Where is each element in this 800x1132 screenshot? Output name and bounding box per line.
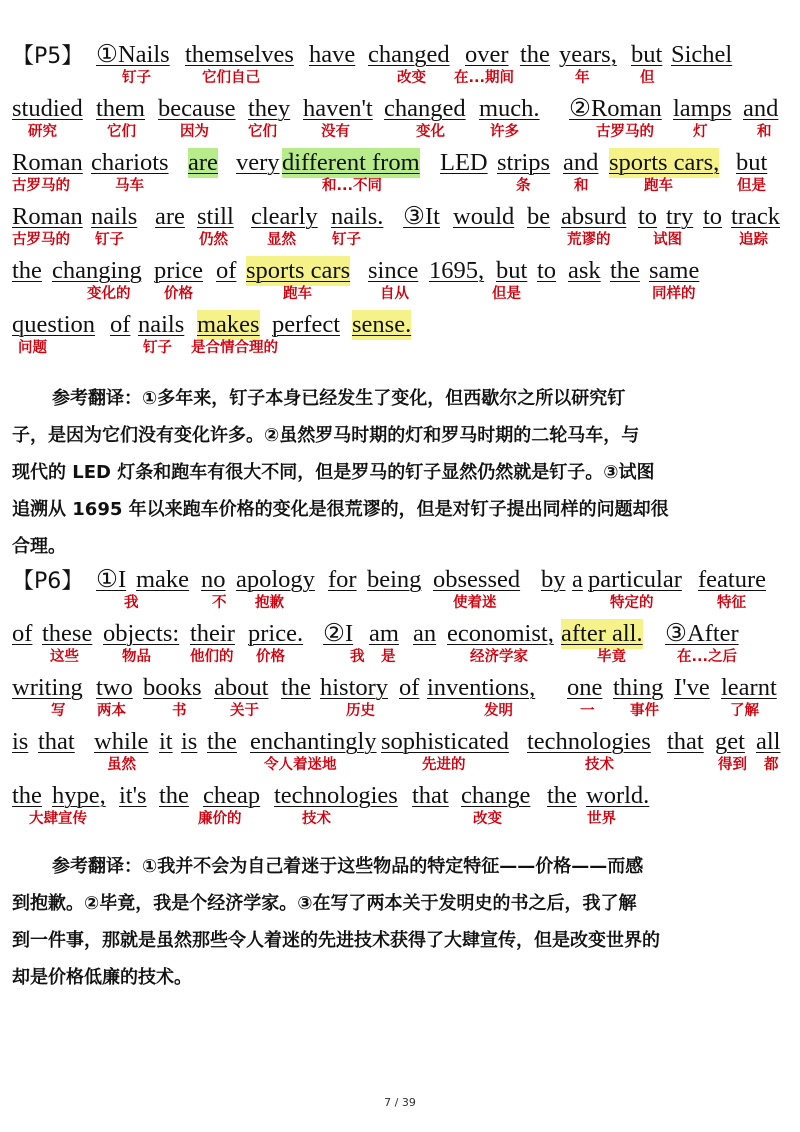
- gloss: 发明: [484, 703, 513, 719]
- gloss: 改变: [473, 811, 502, 827]
- word: ③After: [665, 620, 739, 647]
- gloss: 钉子: [122, 70, 151, 86]
- word: ②Roman: [569, 95, 662, 122]
- gloss: 他们的: [190, 649, 234, 665]
- gloss: 写: [51, 703, 66, 719]
- gloss: 但是: [737, 178, 766, 194]
- text-line: [12, 310, 792, 356]
- gloss: 得到: [718, 757, 747, 773]
- gloss: 技术: [302, 811, 331, 827]
- text-line: [12, 256, 792, 302]
- gloss: 大肆宣传: [29, 811, 87, 827]
- word: of: [12, 620, 33, 647]
- gloss: 物品: [122, 649, 151, 665]
- gloss: 显然: [267, 232, 296, 248]
- word: the: [12, 257, 42, 284]
- gloss: 经济学家: [470, 649, 528, 665]
- word: LED: [440, 149, 488, 176]
- text-line: [12, 619, 792, 665]
- gloss: 追踪: [739, 232, 768, 248]
- word: much.: [479, 95, 540, 122]
- gloss: 古罗马的: [596, 124, 654, 140]
- text-line: [12, 781, 792, 827]
- gloss: 令人着迷地: [264, 757, 337, 773]
- word: Roman: [12, 149, 83, 176]
- translation-line: 参考翻译：①我并不会为自己着迷于这些物品的特定特征——价格——而感: [52, 856, 644, 877]
- word: enchantingly: [250, 728, 377, 755]
- word: changed: [368, 41, 450, 68]
- word: be: [527, 203, 551, 230]
- word: and: [563, 149, 599, 176]
- translation-line: 合理。: [12, 536, 66, 557]
- gloss: 因为: [180, 124, 209, 140]
- word: try: [666, 203, 694, 230]
- gloss: 事件: [630, 703, 659, 719]
- gloss: 价格: [164, 286, 193, 302]
- translation-line: 到一件事，那就是虽然那些令人着迷的先进技术获得了大肆宣传，但是改变世界的: [12, 930, 660, 951]
- text-line: [12, 94, 792, 140]
- word: absurd: [561, 203, 627, 230]
- word: learnt: [721, 674, 777, 701]
- word: ③It: [403, 203, 440, 230]
- word: sophisticated: [381, 728, 509, 755]
- highlighted-phrase: after all.: [561, 620, 643, 647]
- gloss: 变化的: [87, 286, 131, 302]
- gloss: 但: [640, 70, 655, 86]
- word: hype,: [52, 782, 106, 809]
- word: feature: [698, 566, 766, 593]
- gloss: 研究: [28, 124, 57, 140]
- highlighted-phrase: sports cars: [246, 257, 351, 284]
- word: books: [143, 674, 202, 701]
- gloss: 古罗马的: [12, 178, 70, 194]
- gloss: 我: [350, 649, 365, 665]
- word: still: [197, 203, 234, 230]
- gloss: 马车: [115, 178, 144, 194]
- word: ①Nails: [96, 41, 170, 68]
- word: that: [38, 728, 75, 755]
- word: to: [703, 203, 723, 230]
- gloss: 和: [574, 178, 589, 194]
- text-line: [12, 727, 792, 773]
- word: an: [413, 620, 437, 647]
- word: nails.: [331, 203, 384, 230]
- text-line: [12, 148, 792, 194]
- word: the: [281, 674, 311, 701]
- word: but: [496, 257, 528, 284]
- gloss: 特定的: [610, 595, 654, 611]
- gloss: 仍然: [199, 232, 228, 248]
- word: they: [248, 95, 291, 122]
- word: it's: [119, 782, 147, 809]
- word: two: [96, 674, 133, 701]
- word: them: [96, 95, 145, 122]
- word: is: [181, 728, 198, 755]
- text-line: [12, 565, 792, 611]
- word: I've: [674, 674, 710, 701]
- word: of: [110, 311, 131, 338]
- gloss: 跑车: [644, 178, 673, 194]
- word: about: [214, 674, 269, 701]
- word: to: [537, 257, 557, 284]
- gloss: 抱歉: [255, 595, 284, 611]
- word: the: [12, 782, 42, 809]
- word: particular: [588, 566, 682, 593]
- word: ①I: [96, 566, 127, 593]
- word: changing: [52, 257, 142, 284]
- highlighted-word: sense.: [352, 311, 412, 338]
- word: is: [12, 728, 29, 755]
- word: years,: [559, 41, 617, 68]
- gloss: 先进的: [422, 757, 466, 773]
- word: one: [567, 674, 603, 701]
- gloss: 历史: [346, 703, 375, 719]
- gloss: 古罗马的: [12, 232, 70, 248]
- gloss: 钉子: [95, 232, 124, 248]
- word: ②I: [323, 620, 354, 647]
- word: apology: [236, 566, 315, 593]
- word: their: [190, 620, 235, 647]
- word: lamps: [673, 95, 732, 122]
- translation-line: 追溯从 1695 年以来跑车价格的变化是很荒谬的，但是对钉子提出同样的问题却很: [12, 499, 669, 520]
- word: objects:: [103, 620, 180, 647]
- word: track: [731, 203, 780, 230]
- word: for: [328, 566, 357, 593]
- word: studied: [12, 95, 83, 122]
- gloss: 钉子: [143, 340, 172, 356]
- word: the: [159, 782, 189, 809]
- highlighted-phrase: different from: [282, 149, 420, 176]
- word: the: [207, 728, 237, 755]
- gloss: 试图: [653, 232, 682, 248]
- gloss: 使着迷: [453, 595, 497, 611]
- gloss: 了解: [730, 703, 759, 719]
- word: being: [367, 566, 422, 593]
- word: change: [461, 782, 531, 809]
- word: that: [667, 728, 704, 755]
- gloss: 钉子: [332, 232, 361, 248]
- word: themselves: [185, 41, 294, 68]
- gloss: 在...期间: [454, 70, 515, 86]
- word: that: [412, 782, 449, 809]
- word: perfect: [272, 311, 340, 338]
- word: writing: [12, 674, 83, 701]
- gloss: 问题: [18, 340, 47, 356]
- gloss: 在...之后: [677, 649, 738, 665]
- gloss: 两本: [97, 703, 126, 719]
- word: clearly: [251, 203, 318, 230]
- gloss: 同样的: [652, 286, 696, 302]
- word: technologies: [527, 728, 651, 755]
- word: the: [610, 257, 640, 284]
- gloss: 关于: [230, 703, 259, 719]
- gloss: 变化: [416, 124, 445, 140]
- word: have: [309, 41, 356, 68]
- translation-line: 参考翻译：①多年来，钉子本身已经发生了变化，但西歇尔之所以研究钉: [52, 388, 626, 409]
- word: it: [159, 728, 173, 755]
- word: Sichel: [671, 41, 733, 68]
- word: would: [453, 203, 515, 230]
- word: chariots: [91, 149, 169, 176]
- translation-line: 到抱歉。②毕竟，我是个经济学家。③在写了两本关于发明史的书之后，我了解: [12, 893, 637, 914]
- gloss: 灯: [693, 124, 708, 140]
- word: haven't: [303, 95, 373, 122]
- gloss: 跑车: [283, 286, 312, 302]
- word: world.: [586, 782, 650, 809]
- translation-line: 子，是因为它们没有变化许多。②虽然罗马时期的灯和罗马时期的二轮马车，与: [12, 425, 640, 446]
- translation-line: 却是价格低廉的技术。: [12, 967, 192, 988]
- word: nails: [138, 311, 185, 338]
- gloss: 荒谬的: [567, 232, 611, 248]
- gloss: 技术: [585, 757, 614, 773]
- word: history: [320, 674, 389, 701]
- word: but: [736, 149, 768, 176]
- gloss: 它们自己: [202, 70, 260, 86]
- page-number: 7 / 39: [384, 1096, 416, 1109]
- gloss: 廉价的: [198, 811, 242, 827]
- word: very: [236, 149, 280, 176]
- gloss: 许多: [490, 124, 519, 140]
- gloss: 和: [757, 124, 772, 140]
- word: Roman: [12, 203, 83, 230]
- word: these: [42, 620, 93, 647]
- gloss: 它们: [248, 124, 277, 140]
- word: question: [12, 311, 96, 338]
- paragraph-tag: 【P6】: [12, 569, 84, 594]
- gloss: 年: [575, 70, 590, 86]
- word: thing: [613, 674, 664, 701]
- gloss: 世界: [587, 811, 616, 827]
- word: nails: [91, 203, 138, 230]
- word: over: [465, 41, 509, 68]
- word: to: [638, 203, 658, 230]
- gloss: 和...不同: [322, 178, 383, 194]
- gloss: 这些: [50, 649, 79, 665]
- word: am: [369, 620, 399, 647]
- word: technologies: [274, 782, 398, 809]
- gloss: 都: [764, 757, 779, 773]
- word: of: [399, 674, 420, 701]
- word: cheap: [203, 782, 261, 809]
- word: and: [743, 95, 779, 122]
- word: by: [541, 566, 566, 593]
- word: a: [572, 566, 583, 593]
- highlighted-word: makes: [197, 311, 260, 338]
- gloss: 改变: [397, 70, 426, 86]
- word: strips: [497, 149, 551, 176]
- word: price: [154, 257, 203, 284]
- word: get: [715, 728, 745, 755]
- gloss: 不: [212, 595, 227, 611]
- gloss: 价格: [256, 649, 285, 665]
- gloss: 没有: [321, 124, 350, 140]
- word: are: [155, 203, 185, 230]
- word: all: [756, 728, 781, 755]
- gloss: 虽然: [107, 757, 136, 773]
- translation-line: 现代的 LED 灯条和跑车有很大不同，但是罗马的钉子显然仍然就是钉子。③试图: [12, 462, 655, 483]
- text-line: [12, 40, 792, 86]
- word: same: [649, 257, 700, 284]
- word: the: [520, 41, 550, 68]
- word: price.: [248, 620, 304, 647]
- word: make: [136, 566, 190, 593]
- word: no: [201, 566, 226, 593]
- highlighted-phrase: sports cars,: [609, 149, 720, 176]
- word: while: [94, 728, 149, 755]
- word: since: [368, 257, 419, 284]
- word: because: [158, 95, 236, 122]
- gloss: 书: [172, 703, 187, 719]
- word: of: [216, 257, 237, 284]
- highlighted-word: are: [188, 149, 218, 176]
- gloss: 我: [124, 595, 139, 611]
- word: ask: [568, 257, 601, 284]
- gloss: 是合情合理的: [191, 340, 278, 356]
- text-line: [12, 202, 792, 248]
- gloss: 它们: [107, 124, 136, 140]
- gloss: 自从: [380, 286, 409, 302]
- gloss: 一: [580, 703, 595, 719]
- text-line: [12, 673, 792, 719]
- word: the: [547, 782, 577, 809]
- gloss: 条: [516, 178, 531, 194]
- word: but: [631, 41, 663, 68]
- word: changed: [384, 95, 466, 122]
- gloss: 但是: [492, 286, 521, 302]
- gloss: 是: [381, 649, 396, 665]
- paragraph-tag: 【P5】: [12, 44, 84, 69]
- gloss: 特征: [717, 595, 746, 611]
- word: 1695,: [429, 257, 485, 284]
- word: inventions,: [427, 674, 536, 701]
- word: obsessed: [433, 566, 521, 593]
- word: economist,: [447, 620, 554, 647]
- gloss: 毕竟: [597, 649, 626, 665]
